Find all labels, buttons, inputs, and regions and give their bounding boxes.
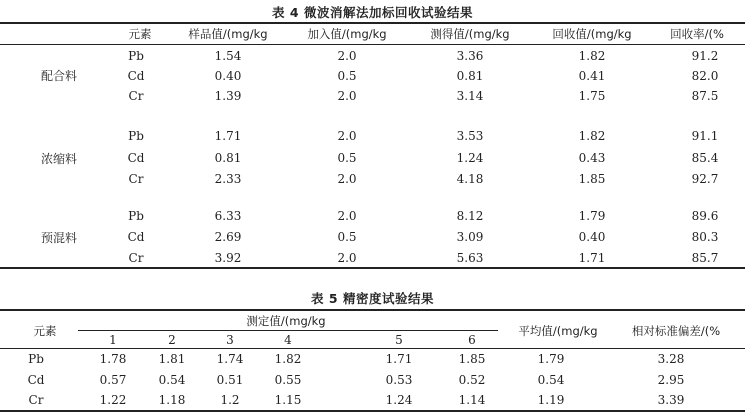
table-cell: Pb <box>128 129 144 143</box>
table-cell: 1.24 <box>456 151 484 165</box>
table-cell: 2.0 <box>337 129 357 143</box>
table-cell: 4 <box>284 333 292 347</box>
table-cell: 1 <box>109 333 117 347</box>
table4-header-element: 元素 <box>128 27 152 41</box>
table-cell: Cd <box>127 151 145 165</box>
table4-top-rule <box>0 22 745 24</box>
table-cell: 0.54 <box>158 373 186 387</box>
table-cell: 6 <box>468 333 476 347</box>
table-cell: 1.81 <box>158 352 186 366</box>
table-cell: Cr <box>128 251 144 265</box>
table-cell: 1.82 <box>274 352 302 366</box>
table-cell: 5.63 <box>456 251 484 265</box>
table-cell: 1.82 <box>578 49 606 63</box>
table-cell: 3.36 <box>456 49 484 63</box>
table-cell: Pb <box>28 352 44 366</box>
table4-group-label: 预混料 <box>40 231 78 245</box>
table-cell: Cd <box>127 69 145 83</box>
table-cell: 2.69 <box>214 230 242 244</box>
table-cell: 0.54 <box>537 373 565 387</box>
table-cell: 91.1 <box>691 129 719 143</box>
table-cell: 8.12 <box>456 209 484 223</box>
table4-header-recovered: 回收值/(mg/kg <box>552 27 632 41</box>
table-cell: 2.0 <box>337 89 357 103</box>
table-cell: 0.5 <box>337 151 357 165</box>
table5-subheader-rule <box>78 330 498 331</box>
table-cell: 3.53 <box>456 129 484 143</box>
table-cell: Cr <box>28 393 44 407</box>
table-cell: 3.39 <box>657 393 685 407</box>
table-cell: Cd <box>127 230 145 244</box>
table-cell: 92.7 <box>691 172 719 186</box>
table-cell: 85.4 <box>691 151 719 165</box>
table4-header-rule <box>0 44 745 45</box>
table-cell: 1.79 <box>537 352 565 366</box>
table-cell: 3 <box>226 333 234 347</box>
table-cell: 0.81 <box>456 69 484 83</box>
table-cell: 2.0 <box>337 209 357 223</box>
table-cell: 3.14 <box>456 89 484 103</box>
table-cell: 1.85 <box>578 172 606 186</box>
table-cell: 1.24 <box>385 393 413 407</box>
table-cell: 3.92 <box>214 251 242 265</box>
table-cell: 0.53 <box>385 373 413 387</box>
table-cell: 1.71 <box>385 352 413 366</box>
table4-header-sample: 样品值/(mg/kg <box>188 27 268 41</box>
table-cell: Pb <box>128 209 144 223</box>
table-cell: 2.95 <box>657 373 685 387</box>
table-cell: Cd <box>27 373 45 387</box>
table-cell: 3.09 <box>456 230 484 244</box>
table-cell: 1.74 <box>216 352 244 366</box>
table-cell: 0.5 <box>337 230 357 244</box>
table-cell: 87.5 <box>691 89 719 103</box>
table-cell: 1.22 <box>99 393 127 407</box>
table-cell: 0.51 <box>216 373 244 387</box>
table-cell: 1.75 <box>578 89 606 103</box>
table-cell: Cr <box>128 89 144 103</box>
table-cell: 0.52 <box>458 373 486 387</box>
table5-header-measured: 测定值/(mg/kg <box>246 314 326 328</box>
table-cell: 1.71 <box>578 251 606 265</box>
table-cell: 1.78 <box>99 352 127 366</box>
table-cell: Cr <box>128 172 144 186</box>
table-cell: 0.40 <box>578 230 606 244</box>
table-cell: 1.71 <box>214 129 242 143</box>
table-cell: 85.7 <box>691 251 719 265</box>
table-cell: 3.28 <box>657 352 685 366</box>
table-cell: 1.82 <box>578 129 606 143</box>
table4-group-label: 配合料 <box>40 69 78 83</box>
table-cell: 2.0 <box>337 49 357 63</box>
table-cell: 80.3 <box>691 230 719 244</box>
table5-top-rule <box>0 309 745 311</box>
table-cell: 2.0 <box>337 172 357 186</box>
table-cell: 1.79 <box>578 209 606 223</box>
table-cell: 5 <box>395 333 403 347</box>
table5-header-rule <box>0 348 745 349</box>
table-cell: 1.2 <box>220 393 240 407</box>
table-cell: 1.39 <box>214 89 242 103</box>
table-cell: 0.41 <box>578 69 606 83</box>
table-cell: 1.85 <box>458 352 486 366</box>
table-cell: Pb <box>128 49 144 63</box>
table-cell: 4.18 <box>456 172 484 186</box>
table4-bottom-rule <box>0 267 745 269</box>
table5-bottom-rule <box>0 410 745 412</box>
table4-header-measured: 测得值/(mg/kg <box>430 27 510 41</box>
table-cell: 2 <box>168 333 176 347</box>
table-cell: 91.2 <box>691 49 719 63</box>
table4-group-label: 浓缩料 <box>40 152 78 166</box>
table5-header-element: 元素 <box>33 324 57 338</box>
table5-header-mean: 平均值/(mg/kg <box>518 324 598 338</box>
table-cell: 1.15 <box>274 393 302 407</box>
table-cell: 0.5 <box>337 69 357 83</box>
table-cell: 82.0 <box>691 69 719 83</box>
table-cell: 1.14 <box>458 393 486 407</box>
table-cell: 0.57 <box>99 373 127 387</box>
table5-caption: 表 5 精密度试验结果 <box>311 291 434 306</box>
table-cell: 2.0 <box>337 251 357 265</box>
table-cell: 0.43 <box>578 151 606 165</box>
table5-header-rsd: 相对标准偏差/(% <box>631 324 721 338</box>
table-cell: 6.33 <box>214 209 242 223</box>
table4-header-recovery-rate: 回收率/(% <box>670 27 724 41</box>
table4-caption: 表 4 微波消解法加标回收试验结果 <box>272 5 473 20</box>
table-cell: 1.19 <box>537 393 565 407</box>
table-cell: 2.33 <box>214 172 242 186</box>
table-cell: 0.81 <box>214 151 242 165</box>
table-cell: 89.6 <box>691 209 719 223</box>
table4-header-added: 加入值/(mg/kg <box>307 27 387 41</box>
table-cell: 0.40 <box>214 69 242 83</box>
table-cell: 0.55 <box>274 373 302 387</box>
table-cell: 1.18 <box>158 393 186 407</box>
table-cell: 1.54 <box>214 49 242 63</box>
